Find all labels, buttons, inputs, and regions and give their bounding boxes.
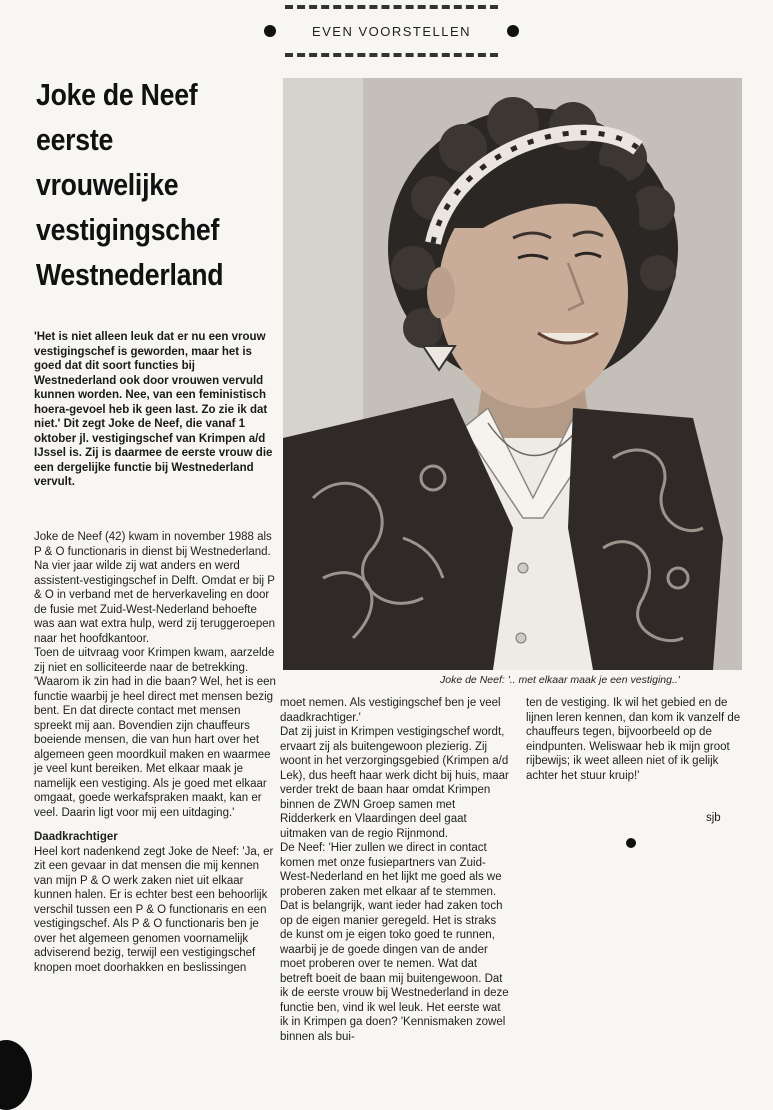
paragraph: 'Waarom ik zin had in die baan? Wel, het is een functie waarbij je heel direct met mensen bezig bent. En dat directe contact met mensen spreekt mij aan. Bovendien zijn chauffeurs boeiende mensen, die van hun hart over het algemeen geen moordkuil maken en waarmee je veel kunt bereiken. Met elkaar maak je namelijk een vestiging. Als je goed met elkaar omgaat, goede werkafspraken maakt, kan er veel. Daarin ligt voor mij een uitdaging.' xyxy=(34,676,276,819)
section-banner xyxy=(285,5,498,57)
headline-line: eerste xyxy=(36,122,114,157)
paragraph: moet nemen. Als vestigingschef ben je veel daadkrachtiger.' xyxy=(280,697,501,724)
article-column-2 xyxy=(280,696,512,1044)
paragraph: Joke de Neef (42) kwam in november 1988 als P & O functionaris in dienst bij Westnederland. Na vier jaar wilde zij wat anders en werd assistent-vestigingschef in Delft. Omdat er bij P & O in verband met de herverkaveling en door de fusie met Zuid-West-Nederland behoefte was aan wat extra hulp, werd zij teruggeroepen naar het hoofdkantoor. xyxy=(34,531,276,645)
subheading: Daadkrachtiger xyxy=(34,831,118,843)
headline-line: vestigingschef xyxy=(36,212,220,247)
article-headline xyxy=(36,72,242,297)
banner-right-dot xyxy=(507,25,519,37)
banner-left-dot xyxy=(264,25,276,37)
paragraph: Toen de uitvraag voor Krimpen kwam, aarzelde zij niet en solliciteerde naar de betrekking. xyxy=(34,647,275,674)
section-label: EVEN VOORSTELLEN xyxy=(311,23,472,39)
headline-line: Westnederland xyxy=(36,257,224,292)
article-column-1 xyxy=(34,530,278,975)
paragraph: ten de vestiging. Ik wil het gebied en de lijnen leren kennen, dan kom ik vanzelf de chauffeurs tegen, bijvoorbeeld op de eindpunten. Weliswaar heb ik mijn groot rijbewijs; ik weet alleen niet of ik gelijk achter het stuur kruip!' xyxy=(526,697,741,782)
photo-caption: Joke de Neef: '.. met elkaar maak je een vestiging..' xyxy=(440,674,680,686)
headline-line: vrouwelijke xyxy=(36,167,179,202)
end-mark xyxy=(626,838,636,848)
paragraph: De Neef: 'Hier zullen we direct in contact komen met onze fusiepartners van Zuid-West-Nederland en het lijkt me goed als we proberen zaken met elkaar af te stemmen. Dat is belangrijk, want ieder had zaken toch op de eigen manier geregeld. Het is straks de kunst om je eigen toko goed te runnen, waarbij je de goede dingen van de ander moet proberen over te nemen. Wat dat betreft boeit de baan mij buitengewoon. Dat ik de eerste vrouw bij Westnederland in deze functie ben, vind ik wel leuk. Het eerste wat ik in Krimpen ga doen? 'Kennismaken zowel binnen als bui- xyxy=(280,842,509,1043)
author-signoff: sjb xyxy=(706,812,721,824)
portrait-photo xyxy=(283,78,742,670)
paragraph: Heel kort nadenkend zegt Joke de Neef: 'Ja, er zit een gevaar in dat mensen die mij kennen van mijn P & O werk zaken niet uit elkaar kunnen halen. Er is echter best een behoorlijk verschil tussen een P & O functionaris en een vestigingschef. Als P & O functionaris ben je over het algemeen genomen voornamelijk adviserend bezig, terwijl een vestigingschef knopen moet doorhakken en beslissingen xyxy=(34,845,274,974)
paragraph: Dat zij juist in Krimpen vestigingschef wordt, ervaart zij als buitengewoon plezierig. Zij woont in het verzorgingsgebied (Krimpen a/d Lek), dus heeft haar werk dicht bij huis, maar verder trekt de baan haar omdat Krimpen binnen de ZWN Groep samen met Ridderkerk en Vlaardingen deel gaat uitmaken van de regio Rijnmond. xyxy=(280,726,509,840)
article-lead: 'Het is niet alleen leuk dat er nu een vrouw vestigingschef is geworden, maar het is goed dat dit soort functies bij Westnederland ook door vrouwen vervuld kunnen worden. Nee, van een feministisch hoera-gevoel heb ik geen last. Zo zie ik dat niet.' Dit zegt Joke de Neef, die vanaf 1 oktober jl. vestigingschef van Krimpen a/d IJssel is. Zij is daarmee de eerste vrouw die een dergelijke functie bij Westnederland vervult. xyxy=(34,331,273,488)
portrait-illustration xyxy=(283,78,742,670)
article-column-3 xyxy=(526,696,748,783)
headline-line: Joke de Neef xyxy=(36,77,198,112)
